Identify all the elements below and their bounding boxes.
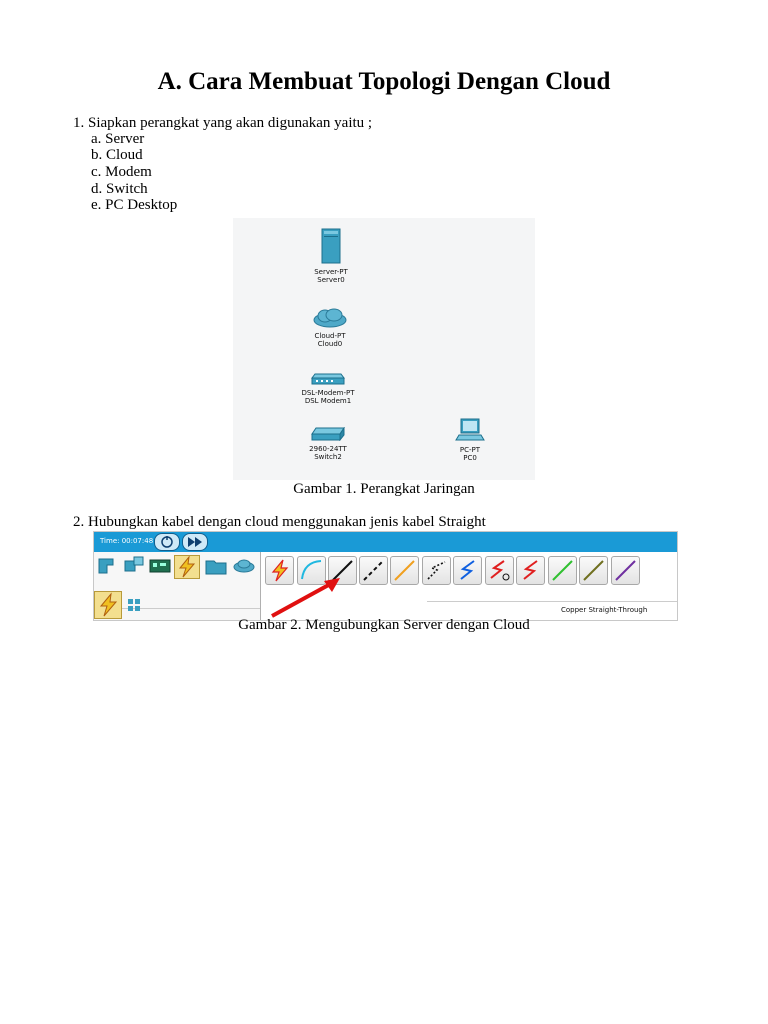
device-pc bbox=[425, 418, 515, 462]
usb-cable-button[interactable] bbox=[611, 556, 640, 585]
device-name-label: Server0 bbox=[317, 276, 345, 284]
modem-icon bbox=[311, 373, 345, 385]
connections-subcategory-icon[interactable] bbox=[94, 591, 122, 619]
device-name-label: Switch2 bbox=[314, 453, 342, 461]
device-cloud bbox=[285, 308, 375, 348]
list-item: d. Switch bbox=[91, 181, 148, 197]
serial-dce-cable-button[interactable] bbox=[485, 556, 514, 585]
device-switch bbox=[283, 426, 373, 461]
octal-cable-button[interactable] bbox=[548, 556, 577, 585]
coaxial-cable-button[interactable] bbox=[453, 556, 482, 585]
step-1-text: 1. Siapkan perangkat yang akan digunakan yaitu ; bbox=[73, 115, 373, 131]
switch-icon bbox=[310, 427, 346, 441]
time-label: Time: 00:07:48 bbox=[100, 537, 154, 545]
serial-dte-cable-button[interactable] bbox=[516, 556, 545, 585]
device-server bbox=[286, 228, 376, 284]
list-item: a. Server bbox=[91, 131, 145, 147]
power-cycle-icon bbox=[155, 534, 179, 550]
device-type-label: 2960-24TT bbox=[309, 445, 347, 453]
end-devices-category-icon[interactable] bbox=[122, 555, 146, 577]
figure-1-caption: Gambar 1. Perangkat Jaringan bbox=[293, 481, 475, 497]
figure-2-caption: Gambar 2. Mengubungkan Server dengan Cloud bbox=[238, 617, 530, 633]
fiber-cable-button[interactable] bbox=[390, 556, 419, 585]
list-item: e. PC Desktop bbox=[91, 197, 178, 213]
phone-cable-button[interactable] bbox=[422, 556, 451, 585]
fast-forward-icon bbox=[183, 534, 207, 550]
connections-category-icon[interactable] bbox=[174, 555, 200, 579]
fast-forward-button[interactable] bbox=[182, 533, 208, 551]
server-icon bbox=[319, 228, 343, 264]
usb-cable-icon bbox=[612, 557, 639, 584]
device-modem bbox=[283, 370, 373, 405]
power-cycle-button[interactable] bbox=[154, 533, 180, 551]
components-category-icon[interactable] bbox=[148, 555, 172, 577]
phone-cable-icon bbox=[423, 557, 450, 584]
serial-dce-cable-icon bbox=[486, 557, 513, 584]
annotation-arrow bbox=[264, 572, 364, 620]
list-item: c. Modem bbox=[91, 164, 152, 180]
grid-icon[interactable] bbox=[127, 598, 141, 612]
iot-cable-icon bbox=[580, 557, 607, 584]
device-name-label: Cloud0 bbox=[317, 340, 343, 348]
device-category-panel bbox=[94, 552, 259, 620]
router-category-icon[interactable] bbox=[96, 555, 120, 577]
coaxial-cable-icon bbox=[454, 557, 481, 584]
step-2-text: 2. Hubungkan kabel dengan cloud menggunakan jenis kabel Straight bbox=[73, 514, 486, 530]
cloud-icon bbox=[312, 308, 348, 328]
device-type-label: DSL-Modem-PT bbox=[301, 389, 355, 397]
figure-network-devices bbox=[233, 218, 535, 480]
device-name-label: DSL Modem1 bbox=[304, 397, 352, 405]
device-type-label: PC-PT bbox=[459, 446, 481, 454]
fiber-cable-icon bbox=[391, 557, 418, 584]
misc-category-icon[interactable] bbox=[204, 555, 228, 577]
page-title: A. Cara Membuat Topologi Dengan Cloud bbox=[157, 68, 611, 95]
device-type-label: Cloud-PT bbox=[314, 332, 346, 340]
octal-cable-icon bbox=[549, 557, 576, 584]
figure-cable-toolbar bbox=[93, 531, 678, 621]
realtime-bar bbox=[94, 532, 677, 552]
pc-icon bbox=[455, 418, 485, 442]
device-type-label: Server-PT bbox=[314, 268, 348, 276]
list-item: b. Cloud bbox=[91, 147, 143, 163]
device-name-label: PC0 bbox=[463, 454, 477, 462]
multiuser-category-icon[interactable] bbox=[232, 555, 256, 577]
crossover-cable-icon bbox=[360, 557, 387, 584]
selected-cable-label: Copper Straight-Through bbox=[561, 606, 648, 614]
serial-dte-cable-icon bbox=[517, 557, 544, 584]
iot-cable-button[interactable] bbox=[579, 556, 608, 585]
panel-divider bbox=[427, 601, 678, 602]
